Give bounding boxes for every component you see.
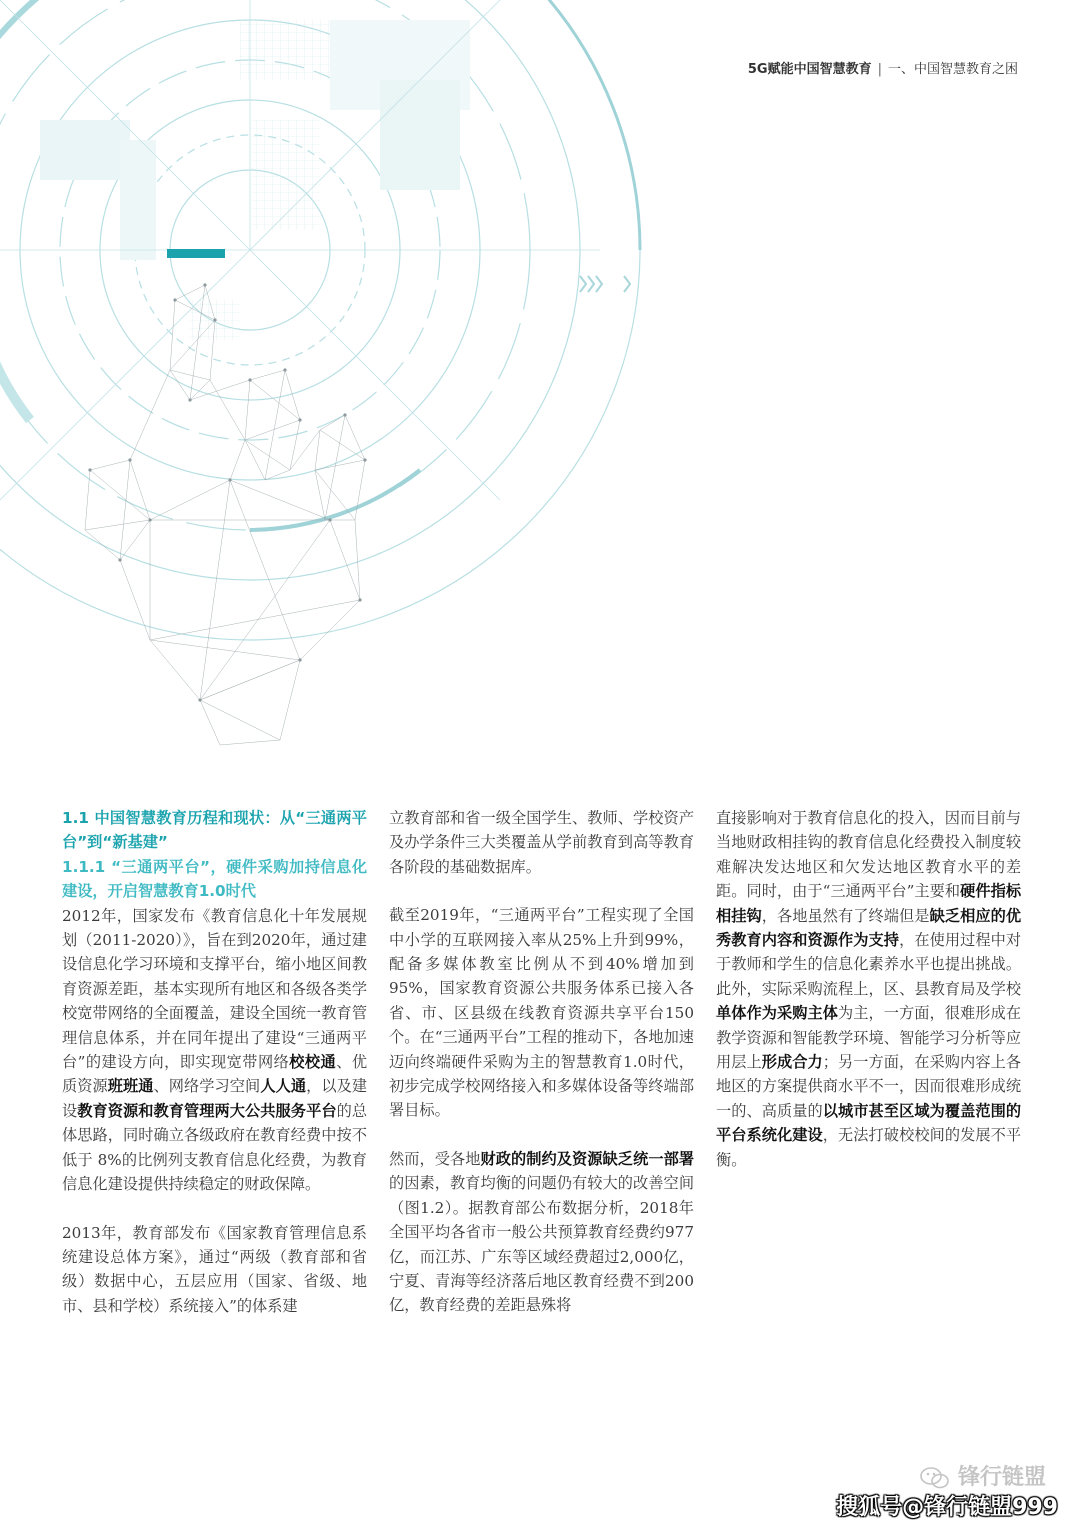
body-text: 提出挑战。 [944,955,1022,974]
body-text: ，各地虽然有了终端但是 [761,906,930,925]
header-brand: 5G赋能中国智慧教育 [747,62,872,77]
watermark-wechat [920,1460,1046,1491]
body-text: 智能教 [792,1028,839,1047]
hero-illustration [0,0,660,760]
emphasis-text: 班班通 [107,1077,154,1096]
chevrons-icon [580,276,630,292]
emphasis-text: 单体作为采购主体 [716,1004,839,1023]
body-text: 在教学 [716,1004,1022,1047]
body-text: 、网络学习空间 [153,1077,261,1096]
body-text: 师、学校资产及办学条件三大类覆盖从 [389,809,695,852]
paragraph-2012-plan [62,904,367,1197]
body-text: 区和欠发达地区教育水平的差距。同时，由于“三通两平台”主要和 [716,857,1022,901]
body-text: 2013年，教育部发布《国家教育管理信息系统建设总体方案》，通过“两级（教育部和省级）数据中心，五层应用（国家、省级、地市、县和学校）系统接入”的体系建 [62,1223,367,1315]
body-text: 立教育部和省一级全国学生、教 [389,809,603,827]
body-text: 的、高质量的 [731,1101,823,1120]
polygon-hand [85,285,365,745]
body-text: 此外，实际采 [716,979,808,998]
body-text: 养水平也 [883,955,945,974]
emphasis-text: 缺乏相应的优秀教育内容和 [716,906,1022,950]
body-text: 不一，因而 [868,1077,945,1096]
section-title: 中国智慧教育历程和现状：从“三通两平台”到“新基建” [62,809,367,852]
body-text: 、优质资源 [62,1053,368,1096]
paragraph-funding-gap-cont [716,806,1021,1172]
emphasis-text: 形成合力 [761,1053,823,1072]
body-text: 析等应用层上 [716,1028,1022,1072]
body-text: ；另一方面，在采购内容 [822,1053,991,1072]
paragraph-2013-system [62,1221,367,1319]
emphasis-text: 校校通 [289,1053,337,1072]
wechat-icon [920,1466,950,1490]
body-text: 直接影响对于教育信息化的投入，因而目前与当 [716,809,1021,852]
emphasis-text: 财政的制约及资源缺乏统一部署 [480,1149,695,1168]
watermark-sohu: 搜狐号@锋行链盟999 [836,1495,1058,1520]
header-separator: | [877,62,882,77]
grid-panels [40,20,470,340]
emphasis-text: 围的平 [716,1101,1022,1145]
body-text: 的总体思路，同时确立各级政府在教育经费中按不低于 8%的比例列支教育信息化经费，为教育信息化建设提供持续稳定的财政保障。 [62,1101,368,1194]
body-text: 学环境、 [838,1028,900,1047]
emphasis-text: 资源作 [807,931,854,950]
header-chapter: 一、中国智慧教育之困 [887,62,1018,77]
emphasis-text: 化建设 [777,1126,823,1145]
body-text: 资源和 [746,1028,793,1047]
subsection-number: 1.1.1 [62,857,106,876]
body-text: 智能学习分 [899,1028,976,1047]
body-text: 很难形成统一 [716,1077,1022,1120]
body-text: 上各 [990,1053,1022,1072]
paragraph-2013-system-cont [389,806,694,879]
paragraph-2019-progress [389,903,694,1123]
text-column-2 [389,806,694,1342]
section-number: 1.1 [62,809,89,827]
emphasis-text: 硬件指标相挂钩 [716,882,1022,925]
emphasis-text: 为支持 [853,931,900,950]
body-text: ，以及建设 [62,1077,368,1120]
body-text: 和学 [761,955,793,974]
body-text: 地区的 [716,1077,762,1096]
body-text: 生的信 [792,955,839,974]
body-text: 截至2019年，“三通两平台”工程实现了全国中小学的互联网接入率从25%上升到99%，配备多媒体教室比例从不到40%增加到95%，国家教育资源公共服务体系已接入各省、市、区县级在线教育资源共享平台150个。在“三通两平台”工程的推动下，各地加速迈向终端硬件采购为主的智慧教育1.0时代，初步完成学校网络接入和多媒体设备等终端部署目标。 [389,906,694,1120]
body-text: 平衡。 [716,1126,1022,1169]
body-text: 的因素，教育均衡的问题仍有较大的改善空间（图1.2）。据教育部公布数据分析，2018年全国平均各省市一般公共预算教育经费约977亿，而江苏、广东等区域经费超过2,000亿，宁夏、青海等经济落后地区教育经费不到200亿，教育经费的差距悬殊将 [389,1174,694,1315]
body-text: 供商水平 [807,1077,869,1096]
emphasis-text: 以城市甚至区域为覆盖范 [822,1101,991,1120]
watermark-account: 锋行链盟 [957,1465,1046,1490]
paragraph-funding-gap [389,1147,694,1318]
body-text: 然而，受各地 [389,1149,481,1168]
subsection-heading [62,855,367,904]
emphasis-text: 人人通 [260,1077,307,1096]
accent-bar [167,249,225,258]
emphasis-text: 教育资源和教育管理两大公共服务平台 [77,1101,337,1120]
subsection-title: “三通两平台”，硬件采购加持信息化建设，开启智慧教育1.0时代 [62,857,368,901]
body-text: 为主，一方面，很难形成 [838,1004,1006,1023]
emphasis-text: 台系统 [731,1126,778,1145]
body-text: 方案提 [761,1077,808,1096]
text-column-1 [62,806,367,1342]
body-text: ，无法打破校校间的发展不 [822,1126,1006,1145]
body-text: 、县教育局及学校 [899,979,1022,998]
text-column-3 [716,806,1021,1196]
body-text: 2012年，国家发布《教育信息化十年发展规划（2011-2020）》，旨在到2020年，通过建设信息化学习环境和支撑平台，缩小地区间教育资源差距，基本实现所有地区和各级各类学校宽带网络的全面覆盖，建设全国统一教育管理信息体系，并在同年提出了建设“三通两平台”的建设方向，即实现宽带网络 [62,906,367,1072]
body-text: 购流程上，区 [807,979,900,998]
running-header [748,58,1018,77]
section-heading [62,806,367,855]
body-text: ，在使用过程中对于教师 [716,931,1022,974]
body-text: 学前教育到高等教育各阶段的基础数据库。 [389,833,695,876]
body-text: 息化素 [838,955,884,974]
body-text: 地财政相挂钩的教育信息化经费投入制度较难解决发达地 [716,833,1022,876]
